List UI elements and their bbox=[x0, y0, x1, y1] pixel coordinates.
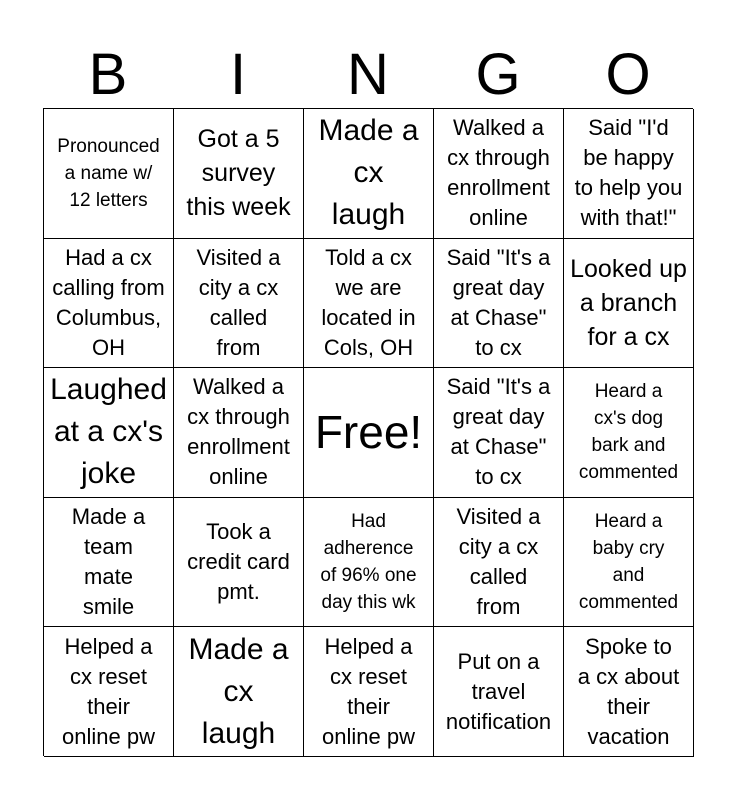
bingo-cell[interactable] bbox=[564, 239, 694, 369]
cell-text: Got a 5 survey this week bbox=[186, 125, 291, 222]
bingo-cell[interactable] bbox=[174, 109, 304, 239]
cell-text: Told a cx we are located in Cols, OH bbox=[321, 244, 416, 360]
header-letter-b: B bbox=[88, 42, 128, 107]
free-space[interactable] bbox=[304, 368, 434, 498]
bingo-cell[interactable] bbox=[44, 239, 174, 369]
bingo-cell[interactable] bbox=[304, 109, 434, 239]
cell-text: Had a cx calling from Columbus, OH bbox=[52, 244, 165, 360]
cell-text: Said "It's a great day at Chase" to cx bbox=[446, 374, 551, 490]
header-letter-n: N bbox=[347, 42, 389, 107]
bingo-cell[interactable] bbox=[304, 239, 434, 369]
bingo-cell[interactable] bbox=[174, 368, 304, 498]
cell-text: Made a cx laugh bbox=[318, 114, 419, 232]
cell-text: Made a team mate smile bbox=[71, 504, 146, 620]
bingo-cell[interactable] bbox=[44, 498, 174, 628]
bingo-cell[interactable] bbox=[434, 239, 564, 369]
bingo-cell[interactable] bbox=[434, 109, 564, 239]
bingo-cell[interactable] bbox=[174, 627, 304, 757]
cell-text: Put on a travel notification bbox=[445, 648, 552, 734]
bingo-cell[interactable] bbox=[174, 239, 304, 369]
bingo-grid bbox=[43, 108, 693, 756]
cell-text: Laughed at a cx's joke bbox=[50, 373, 167, 491]
bingo-cell[interactable] bbox=[304, 498, 434, 628]
free-space-text: Free! bbox=[314, 406, 423, 459]
cell-text: Walked a cx through enrollment online bbox=[187, 374, 290, 490]
cell-text: Said "It's a great day at Chase" to cx bbox=[446, 244, 551, 360]
cell-text: Heard a cx's dog bark and commented bbox=[578, 381, 679, 484]
header-letter-i: I bbox=[229, 42, 247, 107]
bingo-cell[interactable] bbox=[44, 368, 174, 498]
cell-text: Visited a city a cx called from bbox=[456, 504, 541, 620]
cell-text: Took a credit card pmt. bbox=[187, 519, 290, 605]
cell-text: Visited a city a cx called from bbox=[196, 244, 281, 360]
bingo-cell[interactable] bbox=[434, 368, 564, 498]
bingo-cell[interactable] bbox=[174, 498, 304, 628]
cell-text: Helped a cx reset their online pw bbox=[322, 633, 415, 749]
cell-text: Made a cx laugh bbox=[188, 632, 289, 750]
bingo-cell[interactable] bbox=[564, 109, 694, 239]
cell-text: Helped a cx reset their online pw bbox=[62, 633, 155, 749]
bingo-header bbox=[43, 42, 693, 108]
cell-text: Walked a cx through enrollment online bbox=[447, 115, 550, 231]
bingo-cell[interactable] bbox=[564, 627, 694, 757]
cell-text: Looked up a branch for a cx bbox=[570, 254, 687, 351]
bingo-cell[interactable] bbox=[434, 498, 564, 628]
bingo-cell[interactable] bbox=[434, 627, 564, 757]
cell-text: Heard a baby cry and commented bbox=[578, 511, 679, 614]
header-letter-g: G bbox=[475, 42, 521, 107]
bingo-cell[interactable] bbox=[304, 627, 434, 757]
cell-text: Spoke to a cx about their vacation bbox=[577, 633, 680, 749]
header-letter-o: O bbox=[605, 42, 651, 107]
bingo-cell[interactable] bbox=[44, 109, 174, 239]
cell-text: Pronounced a name w/ 12 letters bbox=[57, 135, 160, 211]
bingo-cell[interactable] bbox=[564, 498, 694, 628]
bingo-cell[interactable] bbox=[44, 627, 174, 757]
cell-text: Said "I'd be happy to help you with that!" bbox=[574, 115, 683, 231]
bingo-cell[interactable] bbox=[564, 368, 694, 498]
cell-text: Had adherence of 96% one day this wk bbox=[320, 511, 417, 614]
